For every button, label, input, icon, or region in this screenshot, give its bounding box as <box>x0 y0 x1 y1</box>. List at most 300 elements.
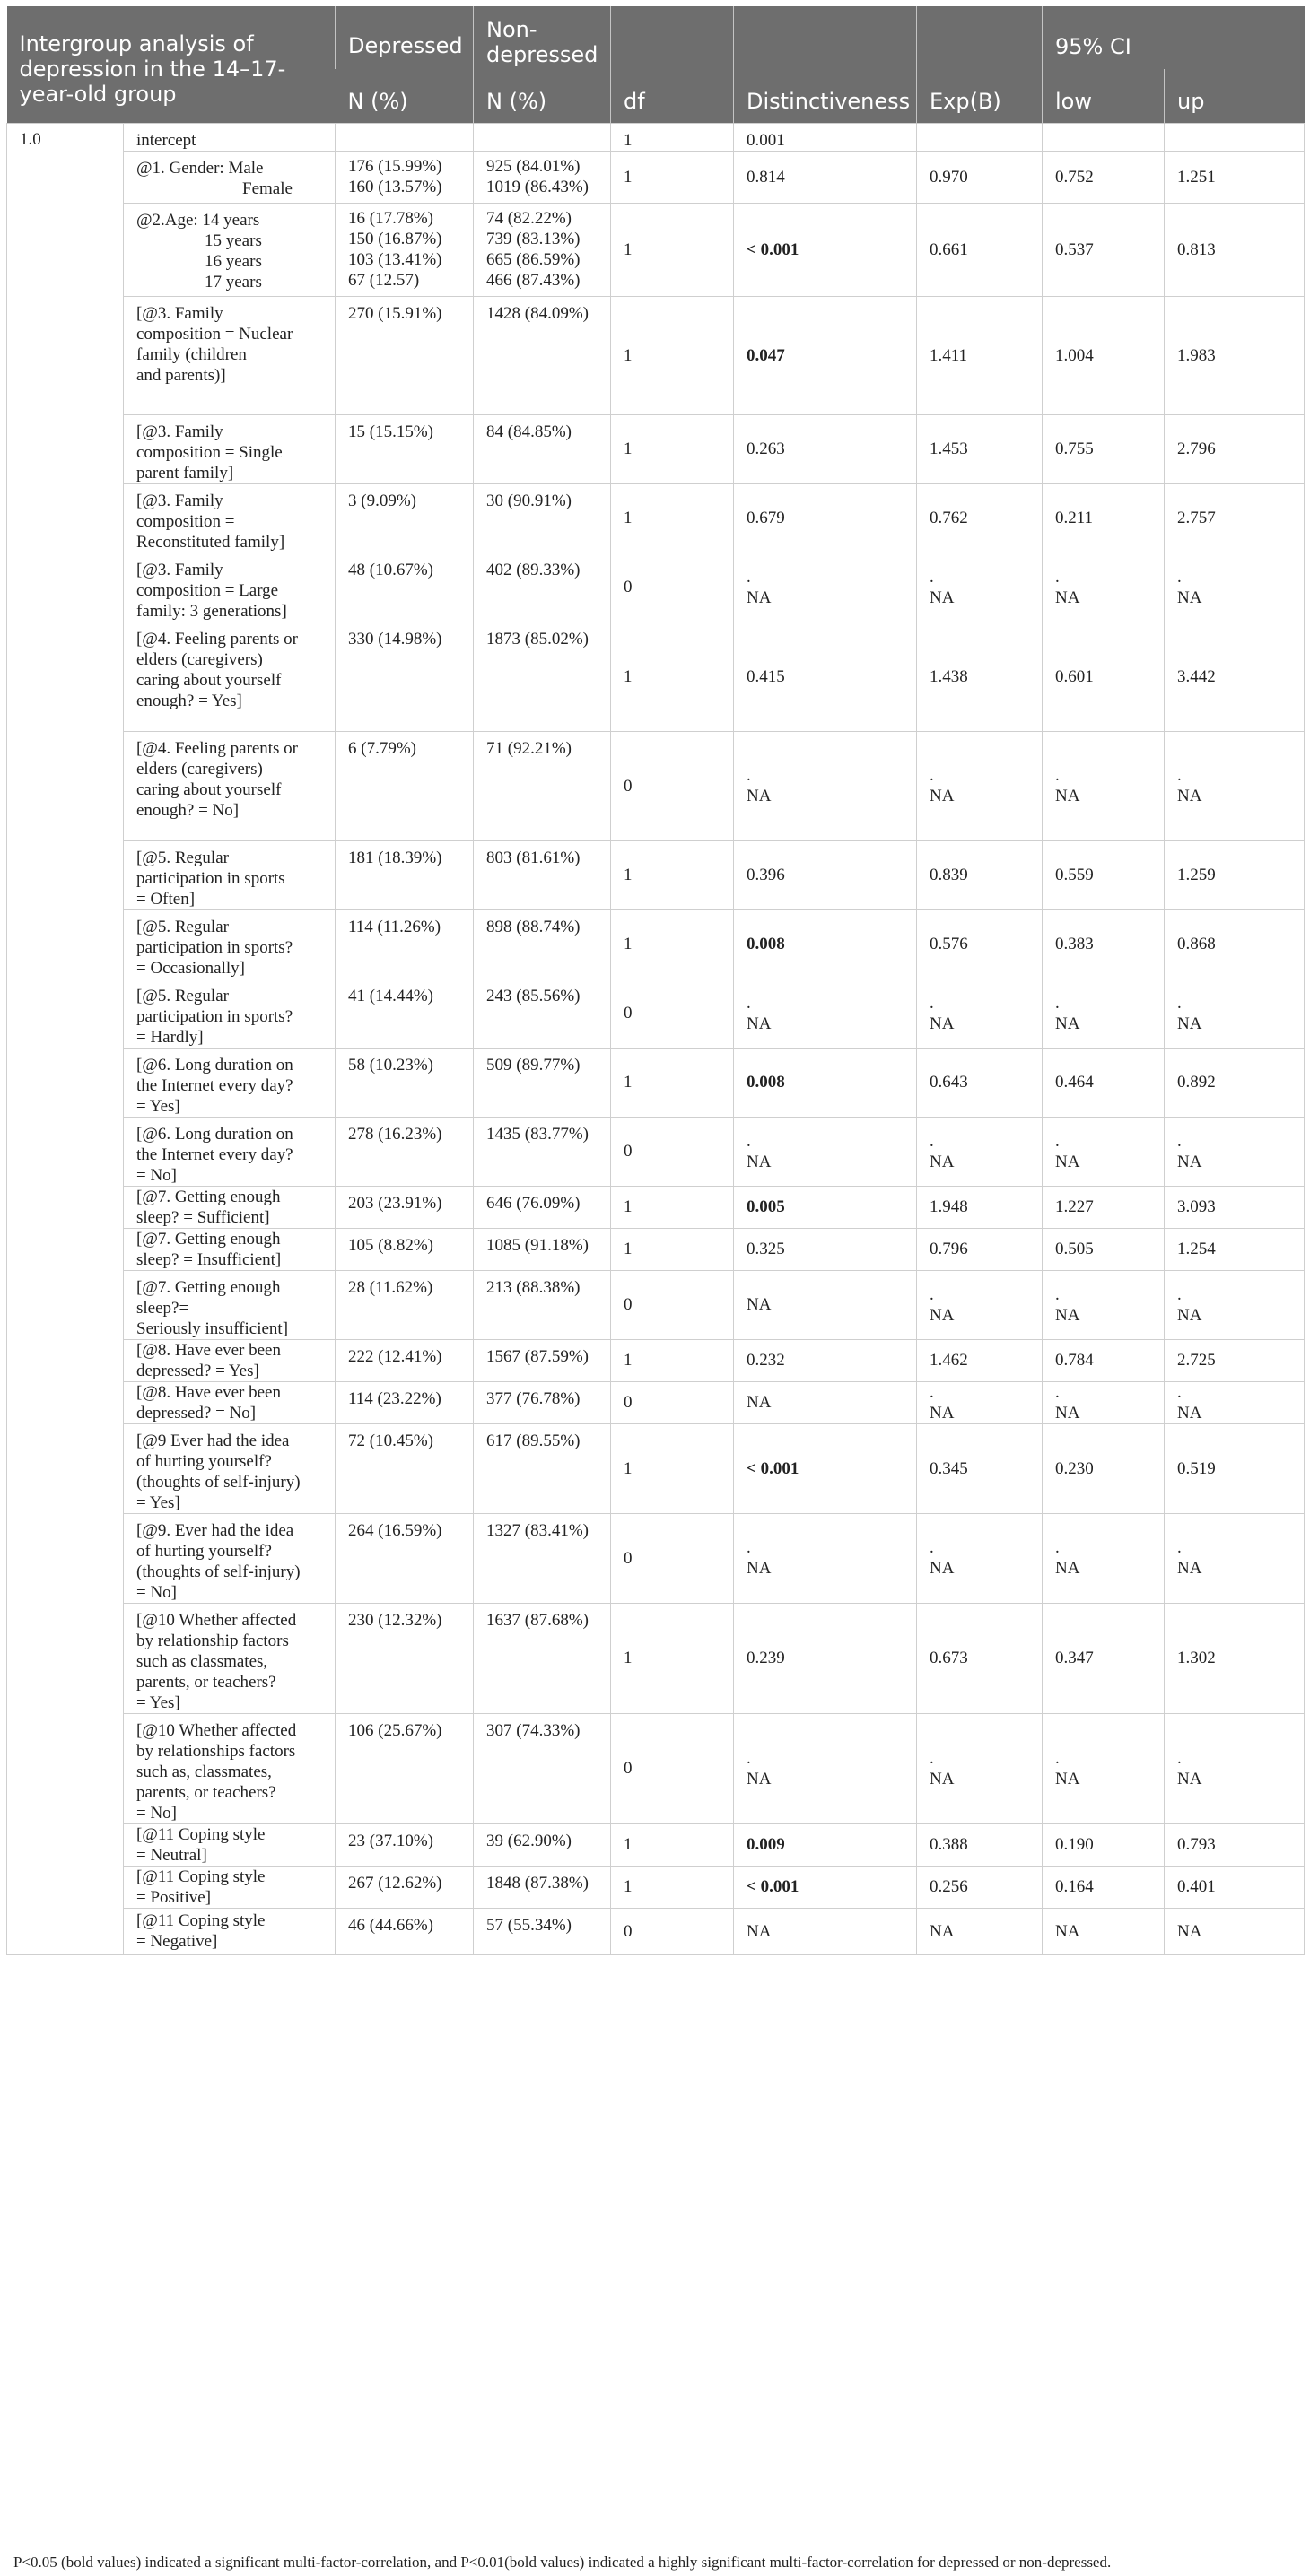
non-depressed-cell <box>474 1186 611 1228</box>
dist-line: 0.396 <box>747 866 785 884</box>
expb-cell <box>917 296 1043 414</box>
non-line: 74 (82.22%) <box>486 209 572 228</box>
up-line: 3.093 <box>1177 1197 1216 1216</box>
expb-line: 0.661 <box>930 239 968 259</box>
df-cell <box>611 1381 734 1423</box>
ci-low-cell <box>1043 123 1165 151</box>
distinctiveness-cell <box>734 123 917 151</box>
dist-line: 0.239 <box>747 1649 785 1667</box>
factor-line: [@5. Regular <box>136 986 229 1005</box>
factor-line: depressed? = No] <box>136 1403 257 1423</box>
dist-line: . <box>747 1748 751 1768</box>
factor-line: [@5. Regular <box>136 848 229 867</box>
low-line: 0.601 <box>1055 666 1094 686</box>
factor-line: intercept <box>136 130 196 150</box>
factor-line: enough? = Yes] <box>136 691 242 710</box>
expb-cell <box>917 622 1043 731</box>
dist-line: 0.001 <box>747 130 785 150</box>
distinctiveness-cell <box>734 1186 917 1228</box>
table-row <box>7 1339 1305 1381</box>
ci-up-cell <box>1165 1713 1305 1823</box>
factor-cell <box>124 622 336 731</box>
up-line: 1.302 <box>1177 1649 1216 1667</box>
dep-line: 67 (12.57) <box>348 271 420 290</box>
dist-line: 0.325 <box>747 1240 785 1258</box>
df-value: 1 <box>624 1197 633 1216</box>
ci-low-cell <box>1043 1381 1165 1423</box>
expb-line: . <box>930 1748 934 1768</box>
expb-cell <box>917 1908 1043 1954</box>
non-line: 57 (55.34%) <box>486 1915 572 1935</box>
header-expb: Exp(B) <box>917 6 1043 123</box>
factor-line: [@9 Ever had the idea <box>136 1431 290 1450</box>
expb-cell <box>917 979 1043 1048</box>
non-depressed-cell <box>474 296 611 414</box>
up-line: 1.254 <box>1177 1240 1216 1258</box>
factor-line: parents, or teachers? <box>136 1672 276 1692</box>
expb-line: 0.345 <box>930 1458 968 1478</box>
non-depressed-cell <box>474 1228 611 1270</box>
ci-low-cell <box>1043 1713 1165 1823</box>
non-depressed-cell <box>474 1513 611 1603</box>
header-ci-low: low <box>1043 69 1165 123</box>
expb-cell <box>917 1713 1043 1823</box>
ci-up-cell <box>1165 151 1305 203</box>
distinctiveness-cell <box>734 1866 917 1908</box>
ci-up-cell <box>1165 1186 1305 1228</box>
up-line: 1.983 <box>1177 345 1216 365</box>
low-line: 0.347 <box>1055 1649 1094 1667</box>
ci-low-cell <box>1043 1339 1165 1381</box>
dep-line: 230 (12.32%) <box>348 1610 442 1630</box>
low-line: 1.227 <box>1055 1197 1094 1216</box>
header-ci-up: up <box>1165 69 1305 123</box>
header-ci: 95% CI <box>1043 6 1305 69</box>
ci-low-cell <box>1043 1270 1165 1339</box>
df-cell <box>611 979 734 1048</box>
depressed-cell <box>336 1908 474 1954</box>
dep-line: 41 (14.44%) <box>348 986 433 1005</box>
df-cell <box>611 1048 734 1117</box>
factor-line: caring about yourself <box>136 670 282 690</box>
expb-cell <box>917 1270 1043 1339</box>
expb-line: 0.673 <box>930 1649 968 1667</box>
dep-line: 267 (12.62%) <box>348 1873 442 1893</box>
depressed-cell <box>336 553 474 622</box>
factor-line: [@4. Feeling parents or <box>136 629 299 648</box>
expb-cell <box>917 909 1043 979</box>
dep-line: 105 (8.82%) <box>348 1235 433 1255</box>
factor-line: [@7. Getting enough <box>136 1187 281 1206</box>
ci-up-cell <box>1165 1908 1305 1954</box>
header-title <box>7 6 336 123</box>
factor-line: parent family] <box>136 463 234 483</box>
up-line: 1.259 <box>1177 866 1216 884</box>
expb-line: . <box>930 1538 934 1557</box>
distinctiveness-cell <box>734 151 917 203</box>
df-value: 1 <box>624 1351 633 1370</box>
ci-low-cell <box>1043 1603 1165 1713</box>
factor-line: family: 3 generations] <box>136 601 287 621</box>
depressed-cell <box>336 979 474 1048</box>
table-row <box>7 731 1305 840</box>
depressed-cell <box>336 1186 474 1228</box>
dist-line: 0.005 <box>747 1197 785 1216</box>
factor-line: = No] <box>136 1803 178 1823</box>
factor-line: sleep? = Sufficient] <box>136 1207 270 1227</box>
df-value: 1 <box>624 1877 633 1896</box>
df-cell <box>611 1339 734 1381</box>
table-body <box>7 123 1305 1954</box>
distinctiveness-cell <box>734 203 917 296</box>
factor-line: participation in sports? <box>136 937 293 957</box>
up-line: 2.725 <box>1177 1351 1216 1370</box>
table-row <box>7 1186 1305 1228</box>
distinctiveness-cell <box>734 622 917 731</box>
depressed-cell <box>336 1117 474 1186</box>
up-line: 0.868 <box>1177 935 1216 953</box>
non-depressed-cell <box>474 1823 611 1866</box>
factor-cell <box>124 1908 336 1954</box>
dep-line: 181 (18.39%) <box>348 848 442 867</box>
up-line: NA <box>1177 587 1202 607</box>
dep-line: 222 (12.41%) <box>348 1346 442 1366</box>
factor-cell <box>124 414 336 483</box>
df-cell <box>611 203 734 296</box>
df-value: 1 <box>624 439 633 458</box>
table-row <box>7 622 1305 731</box>
factor-line: depressed? = Yes] <box>136 1361 259 1380</box>
distinctiveness-cell <box>734 1381 917 1423</box>
distinctiveness-cell <box>734 1339 917 1381</box>
factor-cell <box>124 909 336 979</box>
factor-cell <box>124 483 336 553</box>
factor-line: sleep? = Insufficient] <box>136 1249 282 1269</box>
non-line: 1428 (84.09%) <box>486 303 589 323</box>
non-line: 466 (87.43%) <box>486 271 581 290</box>
header-n-pct-non-depressed: N (%) <box>474 69 611 123</box>
depressed-cell <box>336 414 474 483</box>
ci-low-cell <box>1043 553 1165 622</box>
depressed-cell <box>336 483 474 553</box>
df-cell <box>611 1513 734 1603</box>
low-line: NA <box>1055 1014 1080 1033</box>
non-line: 509 (89.77%) <box>486 1055 581 1075</box>
low-line: 0.784 <box>1055 1351 1094 1370</box>
low-line: 0.537 <box>1055 239 1094 259</box>
factor-cell <box>124 151 336 203</box>
non-depressed-cell <box>474 203 611 296</box>
df-value: 1 <box>624 666 633 686</box>
expb-line: . <box>930 567 934 587</box>
table-row <box>7 1048 1305 1117</box>
depressed-cell <box>336 840 474 909</box>
expb-line: NA <box>930 1769 955 1788</box>
factor-line: = Positive] <box>136 1887 212 1907</box>
dist-line: < 0.001 <box>747 1458 799 1478</box>
df-value: 1 <box>624 1649 633 1667</box>
dep-line: 106 (25.67%) <box>348 1720 442 1740</box>
factor-line: = Occasionally] <box>136 958 245 978</box>
depressed-cell <box>336 1513 474 1603</box>
expb-cell <box>917 553 1043 622</box>
low-line: . <box>1055 1382 1060 1402</box>
up-line: . <box>1177 1748 1182 1768</box>
table-row <box>7 1381 1305 1423</box>
low-line: 0.505 <box>1055 1240 1094 1258</box>
df-value: 1 <box>624 345 633 365</box>
factor-line: of hurting yourself? <box>136 1541 272 1561</box>
factor-line: = Yes] <box>136 1693 180 1712</box>
non-line: 307 (74.33%) <box>486 1720 581 1740</box>
expb-line: 1.453 <box>930 439 968 458</box>
dist-line: 0.008 <box>747 1073 785 1092</box>
table-row <box>7 296 1305 414</box>
dist-line: 0.263 <box>747 439 785 458</box>
ci-up-cell <box>1165 1513 1305 1603</box>
non-line: 39 (62.90%) <box>486 1831 572 1850</box>
low-line: 0.752 <box>1055 167 1094 187</box>
ci-up-cell <box>1165 296 1305 414</box>
dist-line: NA <box>747 1559 772 1578</box>
expb-line: . <box>930 1382 934 1402</box>
factor-line: enough? = No] <box>136 800 240 820</box>
dist-line: 0.679 <box>747 509 785 527</box>
ci-low-cell <box>1043 840 1165 909</box>
expb-line: NA <box>930 1559 955 1578</box>
dep-line: 264 (16.59%) <box>348 1520 442 1540</box>
dist-line: 0.008 <box>747 935 785 953</box>
low-line: 0.230 <box>1055 1458 1094 1478</box>
up-line: NA <box>1177 1403 1202 1423</box>
factor-cell <box>124 203 336 296</box>
non-line: 803 (81.61%) <box>486 848 581 867</box>
non-line: 665 (86.59%) <box>486 250 581 269</box>
df-cell <box>611 1866 734 1908</box>
factor-line: [@3. Family <box>136 422 223 441</box>
table-row <box>7 909 1305 979</box>
factor-line: (thoughts of self-injury) <box>136 1562 301 1581</box>
distinctiveness-cell <box>734 553 917 622</box>
expb-cell <box>917 483 1043 553</box>
factor-line: [@7. Getting enough <box>136 1277 281 1297</box>
df-cell <box>611 909 734 979</box>
depressed-cell <box>336 1603 474 1713</box>
factor-line: [@6. Long duration on <box>136 1124 293 1144</box>
factor-line: by relationship factors <box>136 1631 289 1650</box>
factor-line: caring about yourself <box>136 779 282 799</box>
up-line: 3.442 <box>1177 666 1216 686</box>
up-line: 2.757 <box>1177 509 1216 527</box>
expb-line: 1.462 <box>930 1351 968 1370</box>
up-line: NA <box>1177 1769 1202 1788</box>
ci-up-cell <box>1165 1423 1305 1513</box>
non-line: 71 (92.21%) <box>486 738 572 758</box>
dist-line: . <box>747 766 751 785</box>
factor-line: [@10 Whether affected <box>136 1720 297 1740</box>
factor-line: participation in sports <box>136 868 285 888</box>
ci-low-cell <box>1043 1048 1165 1117</box>
distinctiveness-cell <box>734 1048 917 1117</box>
table-row <box>7 203 1305 296</box>
dep-line: 278 (16.23%) <box>348 1124 442 1144</box>
non-line: 1435 (83.77%) <box>486 1124 589 1144</box>
factor-cell <box>124 1866 336 1908</box>
up-line: NA <box>1177 1305 1202 1325</box>
expb-line: NA <box>930 787 955 805</box>
dep-line: 114 (11.26%) <box>348 917 441 936</box>
up-line: NA <box>1177 1152 1202 1171</box>
distinctiveness-cell <box>734 979 917 1048</box>
expb-line: 1.948 <box>930 1197 968 1216</box>
dep-line: 203 (23.91%) <box>348 1193 442 1213</box>
dep-line: 6 (7.79%) <box>348 738 416 758</box>
depressed-cell <box>336 731 474 840</box>
df-cell <box>611 1186 734 1228</box>
depressed-cell <box>336 1339 474 1381</box>
expb-line: NA <box>930 1152 955 1171</box>
non-depressed-cell <box>474 909 611 979</box>
factor-cell <box>124 123 336 151</box>
df-cell <box>611 1603 734 1713</box>
ci-up-cell <box>1165 1270 1305 1339</box>
df-cell <box>611 1423 734 1513</box>
non-line: 925 (84.01%) <box>486 157 581 176</box>
df-cell <box>611 123 734 151</box>
non-depressed-cell <box>474 151 611 203</box>
ci-up-cell <box>1165 203 1305 296</box>
df-cell <box>611 1228 734 1270</box>
factor-line: [@5. Regular <box>136 917 229 936</box>
up-line: . <box>1177 567 1182 587</box>
dist-line: NA <box>747 1014 772 1033</box>
ci-up-cell <box>1165 553 1305 622</box>
depressed-cell <box>336 1866 474 1908</box>
expb-cell <box>917 1603 1043 1713</box>
df-value: 0 <box>624 1295 633 1314</box>
table-row <box>7 414 1305 483</box>
table-row <box>7 1228 1305 1270</box>
distinctiveness-cell <box>734 1603 917 1713</box>
factor-line: composition = <box>136 511 235 531</box>
dep-line: 330 (14.98%) <box>348 629 442 648</box>
ci-low-cell <box>1043 1186 1165 1228</box>
header-depressed: Depressed <box>336 6 474 69</box>
dep-line: 23 (37.10%) <box>348 1831 433 1850</box>
expb-cell <box>917 1117 1043 1186</box>
expb-line: . <box>930 1284 934 1304</box>
ci-low-cell <box>1043 979 1165 1048</box>
depressed-cell <box>336 1823 474 1866</box>
expb-line: 0.970 <box>930 167 968 187</box>
table-row <box>7 1270 1305 1339</box>
dist-line: 0.047 <box>747 345 785 365</box>
non-line: 617 (89.55%) <box>486 1431 581 1450</box>
non-depressed-cell <box>474 1423 611 1513</box>
dist-line: 0.415 <box>747 666 785 686</box>
dep-line: 46 (44.66%) <box>348 1915 433 1935</box>
non-line: 1567 (87.59%) <box>486 1346 589 1366</box>
df-cell <box>611 483 734 553</box>
factor-line: composition = Nuclear <box>136 324 293 344</box>
table-row <box>7 553 1305 622</box>
header-df: df <box>611 6 734 123</box>
factor-cell <box>124 1713 336 1823</box>
factor-line: 15 years <box>205 231 262 250</box>
ci-low-cell <box>1043 414 1165 483</box>
ci-up-cell <box>1165 840 1305 909</box>
factor-line: = Often] <box>136 889 196 909</box>
expb-line: 0.576 <box>930 935 968 953</box>
low-line: NA <box>1055 1769 1080 1788</box>
low-line: 0.164 <box>1055 1877 1094 1896</box>
ci-low-cell <box>1043 203 1165 296</box>
ci-low-cell <box>1043 1866 1165 1908</box>
expb-cell <box>917 414 1043 483</box>
non-depressed-cell <box>474 1117 611 1186</box>
low-line: NA <box>1055 1403 1080 1423</box>
table-row <box>7 1603 1305 1713</box>
ci-up-cell <box>1165 483 1305 553</box>
dist-line: < 0.001 <box>747 1877 799 1896</box>
dep-line: 28 (11.62%) <box>348 1277 433 1297</box>
ci-up-cell <box>1165 622 1305 731</box>
df-value: 0 <box>624 1393 633 1412</box>
up-line: NA <box>1177 787 1202 805</box>
low-line: NA <box>1055 1921 1080 1941</box>
non-line: 739 (83.13%) <box>486 230 581 248</box>
ci-up-cell <box>1165 123 1305 151</box>
expb-cell <box>917 1823 1043 1866</box>
df-value: 0 <box>624 776 633 796</box>
factor-cell <box>124 840 336 909</box>
dist-line: NA <box>747 587 772 607</box>
factor-line: [@4. Feeling parents or <box>136 738 299 758</box>
footnote: P<0.05 (bold values) indicated a significant multi-factor-correlation, and P<0.01(bold values) indicated a highly significant multi-factor-correlation for depressed or non-depressed. <box>13 2554 1112 2571</box>
dist-line: NA <box>747 787 772 805</box>
table-row <box>7 1117 1305 1186</box>
ci-up-cell <box>1165 1866 1305 1908</box>
non-line: 1327 (83.41%) <box>486 1520 589 1540</box>
factor-line: such as, classmates, <box>136 1762 272 1781</box>
dist-line: NA <box>747 1921 772 1941</box>
up-line: . <box>1177 1382 1182 1402</box>
factor-line: = Yes] <box>136 1493 180 1512</box>
df-value: 1 <box>624 935 633 953</box>
non-depressed-cell <box>474 1381 611 1423</box>
dep-line: 48 (10.67%) <box>348 560 433 579</box>
factor-line: [@9. Ever had the idea <box>136 1520 294 1540</box>
dep-line: 160 (13.57%) <box>348 178 442 196</box>
depressed-cell <box>336 1713 474 1823</box>
dep-line: 103 (13.41%) <box>348 250 442 269</box>
ci-up-cell <box>1165 979 1305 1048</box>
depressed-cell <box>336 1381 474 1423</box>
non-depressed-cell <box>474 483 611 553</box>
factor-line: family (children <box>136 344 247 364</box>
df-value: 1 <box>624 1835 633 1854</box>
up-line: 0.892 <box>1177 1073 1216 1092</box>
low-line: 1.004 <box>1055 345 1094 365</box>
expb-line: NA <box>930 1403 955 1423</box>
up-line: 0.813 <box>1177 239 1216 259</box>
dep-line: 58 (10.23%) <box>348 1055 433 1075</box>
depressed-cell <box>336 123 474 151</box>
non-depressed-cell <box>474 1270 611 1339</box>
factor-line: by relationships factors <box>136 1741 296 1761</box>
up-line: . <box>1177 1284 1182 1304</box>
dist-line: NA <box>747 1393 772 1412</box>
